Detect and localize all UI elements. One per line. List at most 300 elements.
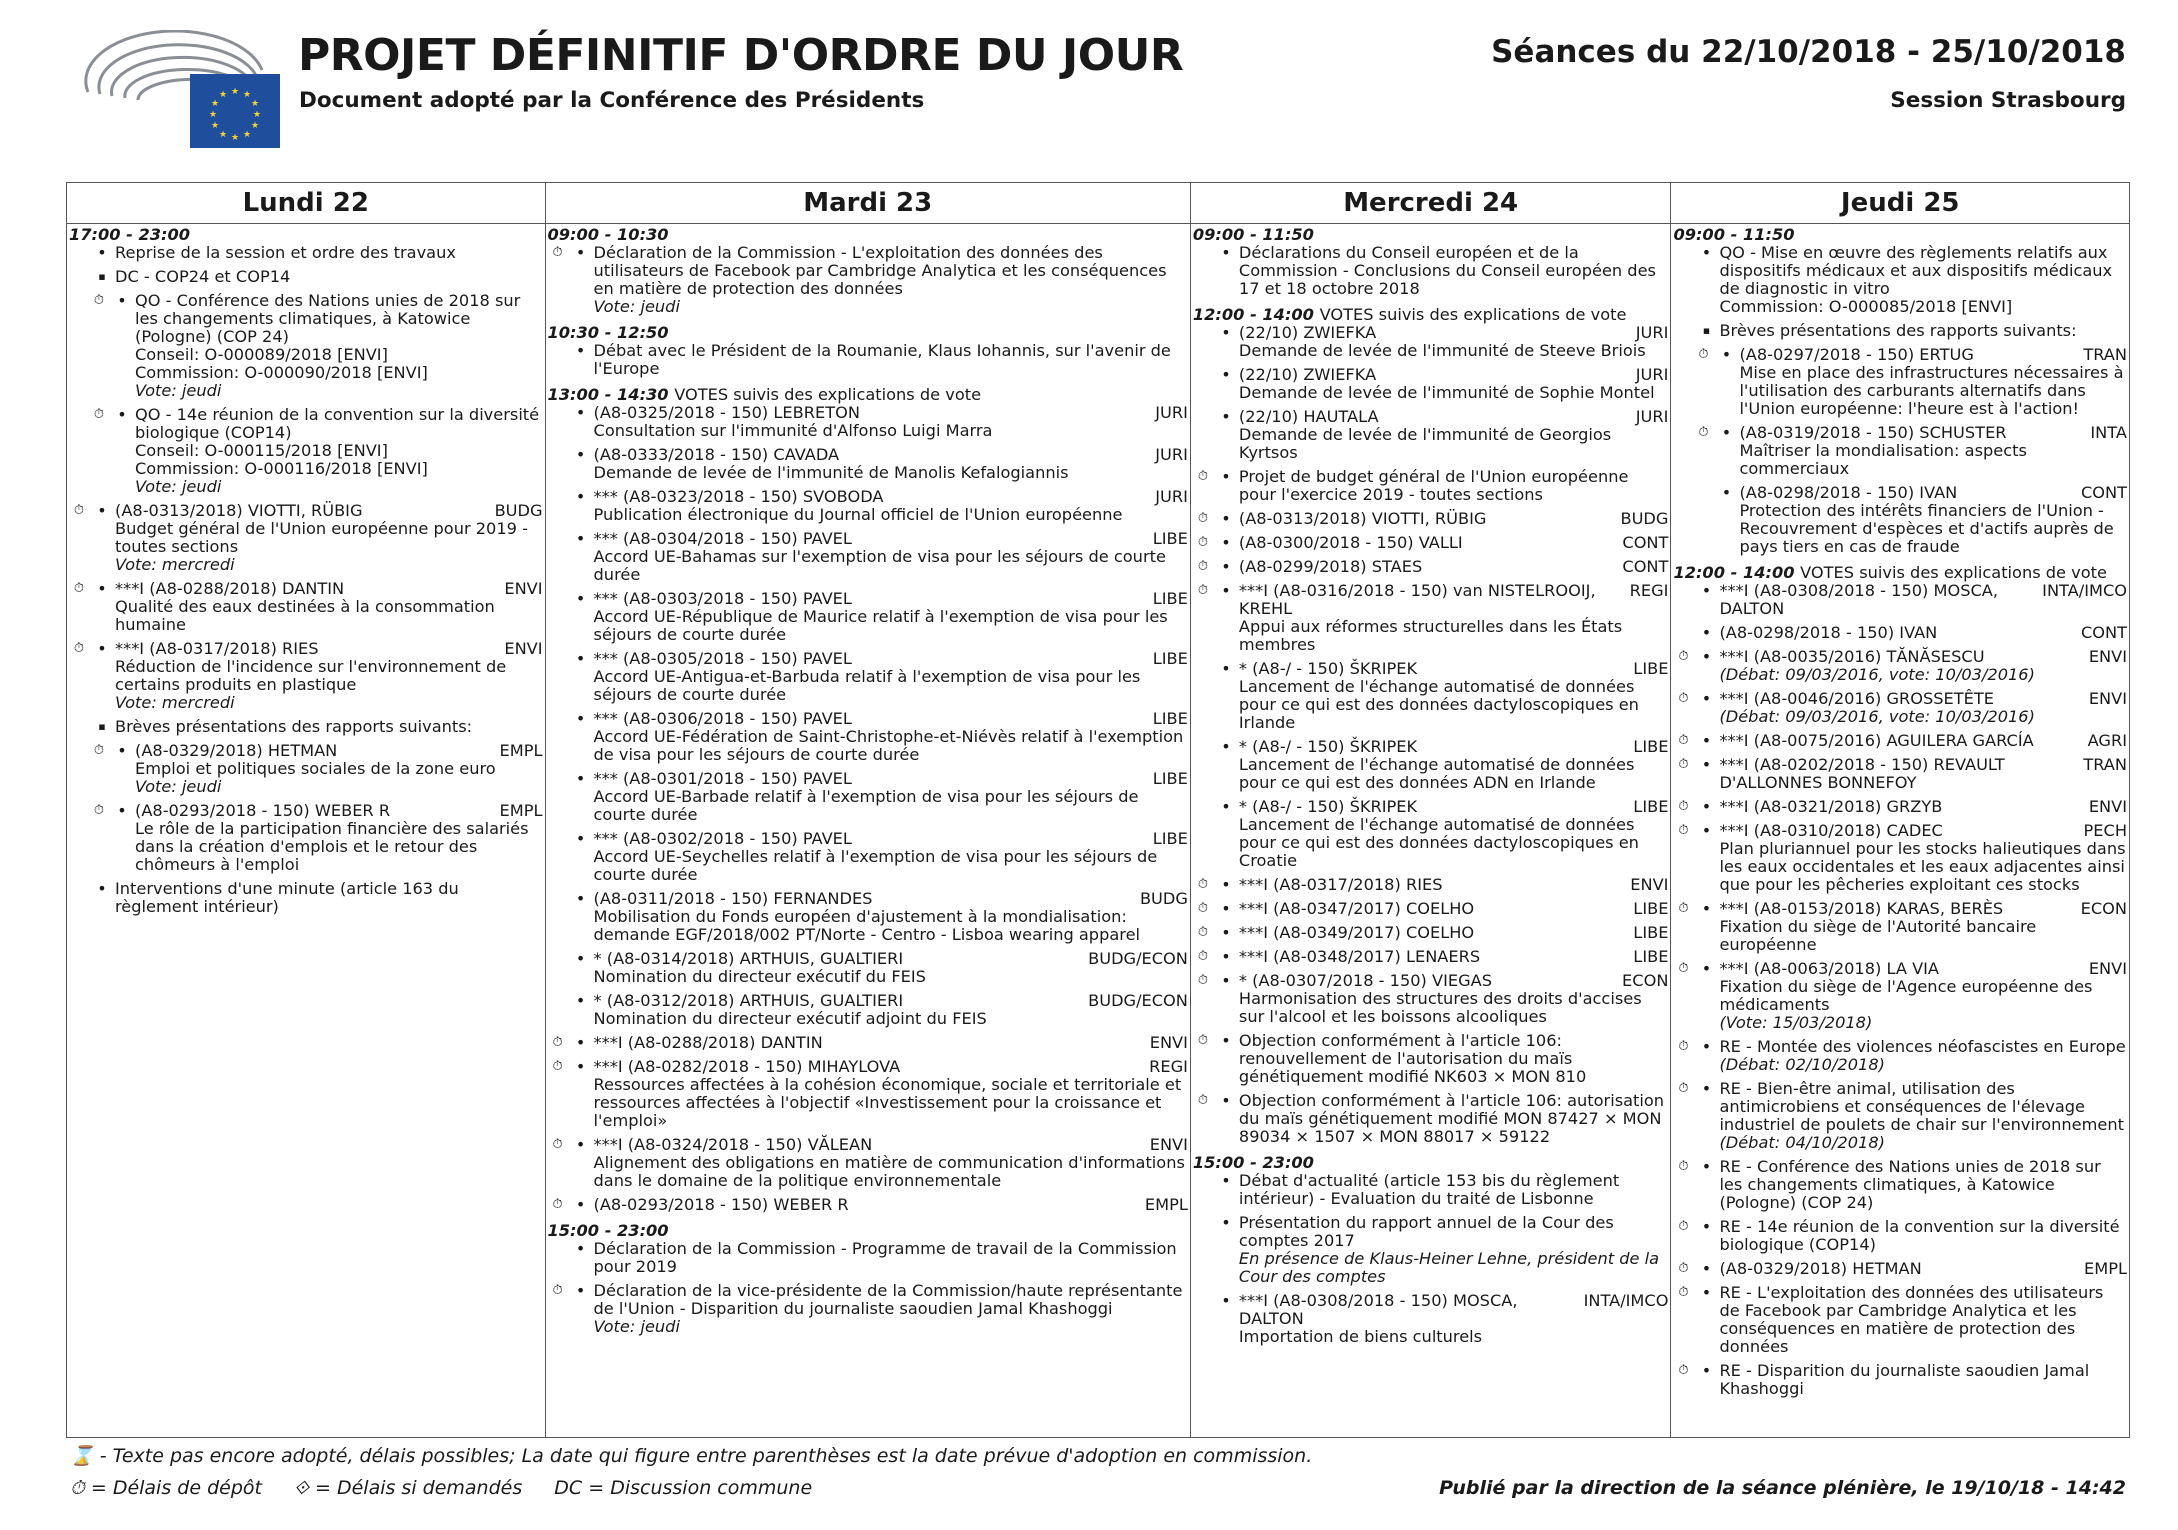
svg-text:★: ★ [250, 99, 260, 109]
item-line: Accord UE-Fédération de Saint-Christophe-et-Niévès relatif à l'exemption de visa pour les séjours de courte durée [593, 727, 1184, 764]
report-reference: * (A8-/ - 150) ŠKRIPEK [1238, 737, 1418, 756]
report-line [1239, 900, 1669, 918]
deadline-clock-icon: ⏱ [1678, 691, 1689, 706]
item-text [115, 640, 543, 712]
no-deadline-marker [548, 530, 568, 584]
bullet-icon: • [1701, 1361, 1712, 1380]
no-deadline-marker [1673, 582, 1693, 618]
agenda-item [69, 268, 543, 286]
no-deadline-marker [1193, 1214, 1213, 1286]
bullet-icon: • [1221, 923, 1231, 942]
deadline-clock-icon: ⏱ [1197, 559, 1208, 574]
item-line: QO - Conférence des Nations unies de 2018 sur les changements climatiques, à Katowice (Pologne) (COP 24) [135, 291, 521, 346]
agenda-item [69, 880, 543, 916]
item-text [1739, 346, 2127, 418]
item-line: RE - Montée des violences néofascistes en Europe [1719, 1037, 2126, 1056]
item-line: RE - 14e réunion de la convention sur la diversité biologique (COP14) [1719, 1217, 2120, 1254]
report-reference: ***I (A8-0317/2018) RIES [115, 639, 319, 658]
item-line: Ressources affectées à la cohésion économique, sociale et territoriale et ressources affectées à l'objectif «Investissement pour la croissance et l'emploi» [593, 1075, 1182, 1130]
agenda-item [548, 710, 1188, 764]
committee-code: JURI [1155, 403, 1188, 422]
report-reference: ***I (A8-0046/2016) GROSSETÊTE [1719, 689, 1995, 708]
agenda-item [1193, 1214, 1669, 1286]
time-range: 09:00 - 10:30 [547, 225, 669, 244]
item-line: Déclarations du Conseil européen et de la Commission - Conclusions du Conseil européen des 17 et 18 octobre 2018 [1238, 243, 1656, 298]
agenda-item [1193, 900, 1669, 918]
time-slot-label: VOTES suivis des explications de vote [674, 385, 982, 404]
bullet-icon: • [1701, 623, 1712, 642]
bullet-icon: • [1701, 1037, 1712, 1056]
item-line: RE - Conférence des Nations unies de 2018 sur les changements climatiques, à Katowice (Pologne) (COP 24) [1719, 1157, 2101, 1212]
no-deadline-marker [548, 992, 568, 1028]
deadline-clock-icon: ⏱ [1678, 1363, 1689, 1378]
report-line [1719, 732, 2127, 750]
bullet-icon: • [575, 1195, 586, 1214]
committee-code: EMPL [1144, 1195, 1188, 1214]
committee-code: REGI [1149, 1057, 1188, 1076]
deadline-clock-icon: ⏱ [1197, 877, 1208, 892]
agenda-item [548, 1136, 1188, 1190]
agenda-item [548, 446, 1188, 482]
deadline-clock-icon: ⏱ [1197, 925, 1208, 940]
report-reference: *** (A8-0301/2018 - 150) PAVEL [593, 769, 852, 788]
bullet-icon: • [1701, 959, 1712, 978]
report-line [594, 1196, 1188, 1214]
deadline-clock-icon: ⏱ [1678, 823, 1689, 838]
day-body [1191, 224, 1671, 1346]
svg-text:★: ★ [230, 87, 240, 97]
report-line [594, 530, 1188, 548]
deadline-clock-icon: ⏱ [1678, 1159, 1689, 1174]
item-line: Accord UE-Seychelles relatif à l'exemption de visa pour les séjours de courte durée [593, 847, 1158, 884]
bullet-icon: • [1221, 365, 1231, 384]
item-text [594, 1282, 1188, 1336]
committee-code: REGI [1629, 581, 1669, 600]
report-line [1239, 534, 1669, 552]
item-text [1239, 534, 1669, 552]
item-line: Débat d'actualité (article 153 bis du règlement intérieur) - Evaluation du traité de Lisbonne [1238, 1171, 1620, 1208]
item-note: (Débat: 02/10/2018) [1719, 1055, 1885, 1074]
item-line: Conseil: O-000115/2018 [ENVI] [135, 441, 388, 460]
bullet-icon: • [1701, 581, 1712, 600]
report-reference: (A8-0319/2018 - 150) SCHUSTER [1739, 423, 2007, 442]
svg-text:★: ★ [230, 133, 240, 143]
report-line [594, 710, 1188, 728]
no-deadline-marker [69, 268, 89, 286]
agenda-item [89, 802, 543, 874]
day-header: Lundi 22 [67, 183, 545, 224]
deadline-clock-icon: ⏱ [552, 1197, 563, 1212]
deadline-clock-icon: ⏱ [73, 581, 85, 596]
agenda-item [1193, 244, 1669, 298]
bullet-icon: • [575, 709, 586, 728]
agenda-item [1193, 468, 1669, 504]
report-reference: ***I (A8-0282/2018 - 150) MIHAYLOVA [593, 1057, 901, 1076]
time-slot [548, 1222, 1188, 1240]
report-reference: (22/10) ZWIEFKA [1238, 323, 1377, 342]
bullet-icon: • [1221, 899, 1231, 918]
bullet-icon: • [575, 445, 586, 464]
report-reference: ***I (A8-0288/2018) DANTIN [593, 1033, 823, 1052]
agenda-grid [66, 182, 2130, 1438]
square-bullet-icon: ▪ [1702, 324, 1711, 337]
item-line: Présentation du rapport annuel de la Cour des comptes 2017 [1238, 1213, 1614, 1250]
committee-code: ENVI [2088, 797, 2127, 816]
report-line [1239, 660, 1669, 678]
report-reference: *** (A8-0302/2018 - 150) PAVEL [593, 829, 852, 848]
deadline-clock-icon: ⏱ [1678, 799, 1689, 814]
item-line: Appui aux réformes structurelles dans les États membres [1238, 617, 1623, 654]
item-text [1719, 900, 2127, 954]
report-line [594, 1136, 1188, 1154]
agenda-item [548, 590, 1188, 644]
item-line: Importation de biens culturels [1238, 1327, 1483, 1346]
time-block [69, 226, 543, 916]
item-line: Fixation du siège de l'Autorité bancaire européenne [1719, 917, 2037, 954]
report-line [1719, 648, 2127, 666]
agenda-item [548, 342, 1188, 378]
no-deadline-marker [548, 488, 568, 524]
agenda-item [89, 406, 543, 496]
deadline-clock-icon: ⏱ [1678, 1261, 1689, 1276]
bullet-icon: • [1221, 875, 1231, 894]
bullet-icon: • [1221, 1171, 1231, 1190]
item-line: Plan pluriannuel pour les stocks halieutiques dans les eaux occidentales et les eaux adjacentes ainsi que pour les pêcheries exploitant ces stocks [1719, 839, 2126, 894]
item-line: Harmonisation des structures des droits d'accises sur l'alcool et les boissons alcooliques [1238, 989, 1642, 1026]
item-text [1239, 876, 1669, 894]
item-note: Vote: jeudi [593, 297, 680, 316]
report-line [594, 890, 1188, 908]
day-header: Mardi 23 [546, 183, 1190, 224]
committee-code: INTA [2090, 423, 2127, 442]
report-reference: *** (A8-0306/2018 - 150) PAVEL [593, 709, 852, 728]
agenda-item [548, 650, 1188, 704]
report-reference: ***I (A8-0075/2016) AGUILERA GARCÍA [1719, 731, 2034, 750]
report-reference: ***I (A8-0308/2018 - 150) MOSCA, DALTON [1719, 581, 1999, 618]
bullet-icon: • [1701, 1283, 1712, 1302]
item-text [1239, 1172, 1669, 1208]
report-reference: * (A8-/ - 150) ŠKRIPEK [1238, 797, 1418, 816]
agenda-item [1193, 738, 1669, 792]
item-text [594, 830, 1188, 884]
bullet-icon: • [117, 291, 127, 310]
committee-code: ENVI [1149, 1033, 1188, 1052]
report-reference: (A8-0333/2018 - 150) CAVADA [593, 445, 840, 464]
report-line [1239, 1292, 1669, 1328]
item-line: RE - Bien-être animal, utilisation des antimicrobiens et conséquences de l'élevage industriel de poulets de chair sur l'environnement [1719, 1079, 2124, 1134]
no-deadline-marker [1193, 244, 1213, 298]
item-line: RE - L'exploitation des données des utilisateurs de Facebook par Cambridge Analytica et les conséquences en matière de protection des données [1719, 1283, 2104, 1356]
item-line: Débat avec le Président de la Roumanie, Klaus Iohannis, sur l'avenir de l'Europe [593, 341, 1171, 378]
report-line [594, 770, 1188, 788]
item-note: En présence de Klaus-Heiner Lehne, président de la Cour des comptes [1238, 1249, 1660, 1286]
report-line [1739, 484, 2127, 502]
agenda-item [1193, 660, 1669, 732]
bullet-icon: • [575, 649, 586, 668]
committee-code: ENVI [1149, 1135, 1188, 1154]
item-text [594, 710, 1188, 764]
bullet-icon: • [575, 1033, 586, 1052]
item-line: Consultation sur l'immunité d'Alfonso Luigi Marra [593, 421, 993, 440]
bullet-icon: • [1721, 483, 1732, 502]
report-line [1239, 738, 1669, 756]
bullet-icon: • [575, 1239, 586, 1258]
item-text [1719, 1038, 2127, 1074]
deadline-clock-icon: ⏱ [552, 1059, 563, 1074]
legend-symbols [70, 1477, 838, 1499]
item-line: Commission: O-000090/2018 [ENVI] [135, 363, 428, 382]
item-note: (Débat: 09/03/2016, vote: 10/03/2016) [1719, 665, 2035, 684]
time-range: 12:00 - 14:00 [1673, 563, 1795, 582]
item-line: Déclaration de la vice-présidente de la Commission/haute représentante de l'Union - Disparition du journaliste saoudien Jamal Khashoggi [593, 1281, 1183, 1318]
deadline-clock-icon: ⏱ [552, 1035, 563, 1050]
svg-text:★: ★ [250, 121, 260, 131]
committee-code: ENVI [1630, 875, 1669, 894]
agenda-item [548, 1034, 1188, 1052]
report-line [1719, 690, 2127, 708]
agenda-item [1673, 1260, 2127, 1278]
report-reference: *** (A8-0305/2018 - 150) PAVEL [593, 649, 852, 668]
no-deadline-marker [548, 890, 568, 944]
agenda-item [69, 244, 543, 262]
item-note: Vote: jeudi [593, 1317, 680, 1336]
item-line: Réduction de l'incidence sur l'environnement de certains produits en plastique [115, 657, 507, 694]
item-text [1719, 1158, 2127, 1212]
item-line: RE - Disparition du journaliste saoudien Jamal Khashoggi [1719, 1361, 2090, 1398]
item-text [594, 1058, 1188, 1130]
agenda-item [89, 292, 543, 400]
item-note: Vote: jeudi [135, 477, 222, 496]
deadline-clock-icon: ⏱ [73, 503, 85, 518]
report-line [1719, 756, 2127, 792]
no-deadline-marker [1673, 322, 1693, 340]
agenda-item [89, 742, 543, 796]
committee-code: BUDG [1139, 889, 1188, 908]
agenda-item [69, 580, 543, 634]
report-reference: ***I (A8-0308/2018 - 150) MOSCA, DALTON [1238, 1291, 1518, 1328]
bullet-icon: • [1701, 243, 1712, 262]
report-reference: (A8-0293/2018 - 150) WEBER R [593, 1195, 849, 1214]
time-block [1193, 1154, 1669, 1346]
deadline-clock-icon: ⏱ [1678, 733, 1689, 748]
time-slot [1193, 1154, 1669, 1172]
time-slot [1193, 306, 1669, 324]
agenda-item [1193, 1032, 1669, 1086]
bullet-icon: • [1701, 797, 1712, 816]
bullet-icon: • [575, 1135, 586, 1154]
report-line [594, 830, 1188, 848]
page-title: PROJET DÉFINITIF D'ORDRE DU JOUR [298, 30, 1184, 81]
bullet-icon: • [97, 579, 107, 598]
svg-text:★: ★ [210, 99, 220, 109]
no-deadline-marker [548, 404, 568, 440]
no-deadline-marker [69, 244, 89, 262]
deadline-clock-icon: ⏱ [1197, 511, 1208, 526]
bullet-icon: • [1701, 1217, 1712, 1236]
committee-code: ENVI [2088, 689, 2127, 708]
item-line: Objection conformément à l'article 106: autorisation du maïs génétiquement modifié MON 87427 × MON 89034 × 1507 × MON 88017 × 59122 [1238, 1091, 1665, 1146]
bullet-icon: • [575, 769, 586, 788]
report-line [115, 502, 543, 520]
agenda-item [1193, 924, 1669, 942]
report-line [594, 1034, 1188, 1052]
item-text [115, 580, 543, 634]
agenda-item [1193, 558, 1669, 576]
committee-code: BUDG/ECON [1088, 949, 1188, 968]
committee-code: JURI [1635, 365, 1669, 384]
report-line [1239, 510, 1669, 528]
item-text [1719, 732, 2127, 750]
report-line [1719, 798, 2127, 816]
bullet-icon: • [97, 501, 107, 520]
committee-code: ENVI [2088, 647, 2127, 666]
time-range: 15:00 - 23:00 [1192, 1153, 1314, 1172]
deadline-clock-icon: ⏱ [93, 803, 105, 818]
item-text [135, 292, 543, 400]
bullet-icon: • [575, 1281, 586, 1300]
bullet-icon: • [1701, 1157, 1712, 1176]
agenda-item [1193, 1092, 1669, 1146]
item-text [594, 446, 1188, 482]
no-deadline-marker [548, 830, 568, 884]
report-line [1739, 346, 2127, 364]
report-reference: * (A8-0314/2018) ARTHUIS, GUALTIERI [593, 949, 904, 968]
committee-code: AGRI [2087, 731, 2127, 750]
item-note: Vote: jeudi [135, 777, 222, 796]
item-line: Emploi et politiques sociales de la zone euro [135, 759, 496, 778]
item-note: (Débat: 09/03/2016, vote: 10/03/2016) [1719, 707, 2035, 726]
time-slot-label: VOTES suivis des explications de vote [1800, 563, 2107, 582]
committee-code: LIBE [1152, 529, 1188, 548]
item-text [594, 1240, 1188, 1276]
item-note: (Débat: 04/10/2018) [1719, 1133, 1885, 1152]
agenda-item [548, 1240, 1188, 1276]
day-body [546, 224, 1190, 1336]
agenda-item [1673, 648, 2127, 684]
committee-code: ENVI [504, 579, 543, 598]
item-text [1239, 1032, 1669, 1086]
no-deadline-marker [1693, 484, 1713, 556]
report-reference: ***I (A8-0317/2018) RIES [1238, 875, 1443, 894]
committee-code: LIBE [1633, 923, 1669, 942]
committee-code: TRAN [2083, 755, 2127, 774]
report-line [594, 488, 1188, 506]
committee-code: ENVI [2088, 959, 2127, 978]
report-reference: * (A8-0307/2018 - 150) VIEGAS [1238, 971, 1492, 990]
item-text [594, 1196, 1188, 1214]
item-text [1239, 900, 1669, 918]
deadline-clock-icon: ⏱ [1197, 901, 1208, 916]
deadline-clock-icon: ⏱ [1698, 425, 1709, 440]
no-deadline-marker [1193, 738, 1213, 792]
legend-demandes: ⟐ = Délais si demandés [294, 1477, 523, 1499]
report-reference: * (A8-/ - 150) ŠKRIPEK [1238, 659, 1418, 678]
report-reference: *** (A8-0323/2018 - 150) SVOBODA [593, 487, 884, 506]
report-line [115, 640, 543, 658]
day-header: Jeudi 25 [1671, 183, 2129, 224]
time-range: 10:30 - 12:50 [547, 323, 669, 342]
item-line: Demande de levée de l'immunité de Georgios Kyrtsos [1238, 425, 1612, 462]
item-text [594, 992, 1188, 1028]
deadline-clock-icon: ⏱ [1197, 469, 1208, 484]
time-block [1193, 226, 1669, 298]
report-reference: (A8-0329/2018) HETMAN [135, 741, 338, 760]
svg-text:★: ★ [210, 121, 220, 131]
item-text [1719, 1080, 2127, 1152]
item-line: Déclaration de la Commission - Programme de travail de la Commission pour 2019 [593, 1239, 1177, 1276]
item-text [1719, 244, 2127, 316]
report-reference: ***I (A8-0202/2018 - 150) REVAULT D'ALLONNES BONNEFOY [1719, 755, 2005, 792]
time-slot-label: VOTES suivis des explications de vote [1319, 305, 1627, 324]
committee-code: INTA/IMCO [1583, 1291, 1669, 1310]
report-reference: ***I (A8-0348/2017) LENAERS [1238, 947, 1481, 966]
agenda-item [1193, 798, 1669, 870]
agenda-item [1193, 324, 1669, 360]
item-line: Brèves présentations des rapports suivants: [1719, 321, 2077, 340]
committee-code: LIBE [1152, 769, 1188, 788]
day-body [1671, 224, 2129, 1398]
report-reference: * (A8-0312/2018) ARTHUIS, GUALTIERI [593, 991, 904, 1010]
bullet-icon: • [1221, 323, 1231, 342]
item-text [1239, 582, 1669, 654]
item-line: Accord UE-République de Maurice relatif à l'exemption de visa pour les séjours de courte durée [593, 607, 1168, 644]
legend-depot: ⏱ = Délais de dépôt [70, 1477, 262, 1499]
item-line: Demande de levée de l'immunité de Steeve Briois [1238, 341, 1646, 360]
agenda-item [1193, 366, 1669, 402]
agenda-item [1673, 822, 2127, 894]
item-line: Accord UE-Antigua-et-Barbuda relatif à l'exemption de visa pour les séjours de courte durée [593, 667, 1141, 704]
agenda-item [1673, 322, 2127, 340]
time-slot [548, 324, 1188, 342]
report-line [1239, 972, 1669, 990]
committee-code: CONT [1622, 557, 1669, 576]
item-text [115, 880, 543, 916]
svg-text:★: ★ [208, 110, 218, 120]
item-text [594, 1136, 1188, 1190]
bullet-icon: • [1221, 509, 1231, 528]
time-range: 09:00 - 11:50 [1673, 225, 1795, 244]
item-text [1719, 1218, 2127, 1254]
report-line [1719, 960, 2127, 978]
report-reference: ***I (A8-0310/2018) CADEC [1719, 821, 1943, 840]
report-reference: (A8-0298/2018 - 150) IVAN [1739, 483, 1958, 502]
bullet-icon: • [575, 1057, 586, 1076]
item-text [1719, 690, 2127, 726]
item-text [594, 342, 1188, 378]
time-block [548, 1222, 1188, 1336]
item-text [1239, 798, 1669, 870]
bullet-icon: • [1701, 1259, 1712, 1278]
deadline-clock-icon: ⏱ [73, 641, 85, 656]
item-text [594, 244, 1188, 316]
svg-text:★: ★ [218, 90, 228, 100]
legend-dc: DC = Discussion commune [554, 1477, 813, 1499]
item-text [1239, 1092, 1669, 1146]
report-line [594, 992, 1188, 1010]
report-reference: (A8-0298/2018 - 150) IVAN [1719, 623, 1938, 642]
item-text [135, 406, 543, 496]
report-reference: *** (A8-0304/2018 - 150) PAVEL [593, 529, 852, 548]
agenda-item [548, 992, 1188, 1028]
item-line: Demande de levée de l'immunité de Manolis Kefalogiannis [593, 463, 1069, 482]
item-text [1739, 424, 2127, 478]
committee-code: JURI [1155, 445, 1188, 464]
time-block [1673, 564, 2127, 1398]
item-text [1739, 484, 2127, 556]
deadline-clock-icon: ⏱ [93, 293, 105, 308]
item-text [1239, 366, 1669, 402]
item-text [1239, 468, 1669, 504]
